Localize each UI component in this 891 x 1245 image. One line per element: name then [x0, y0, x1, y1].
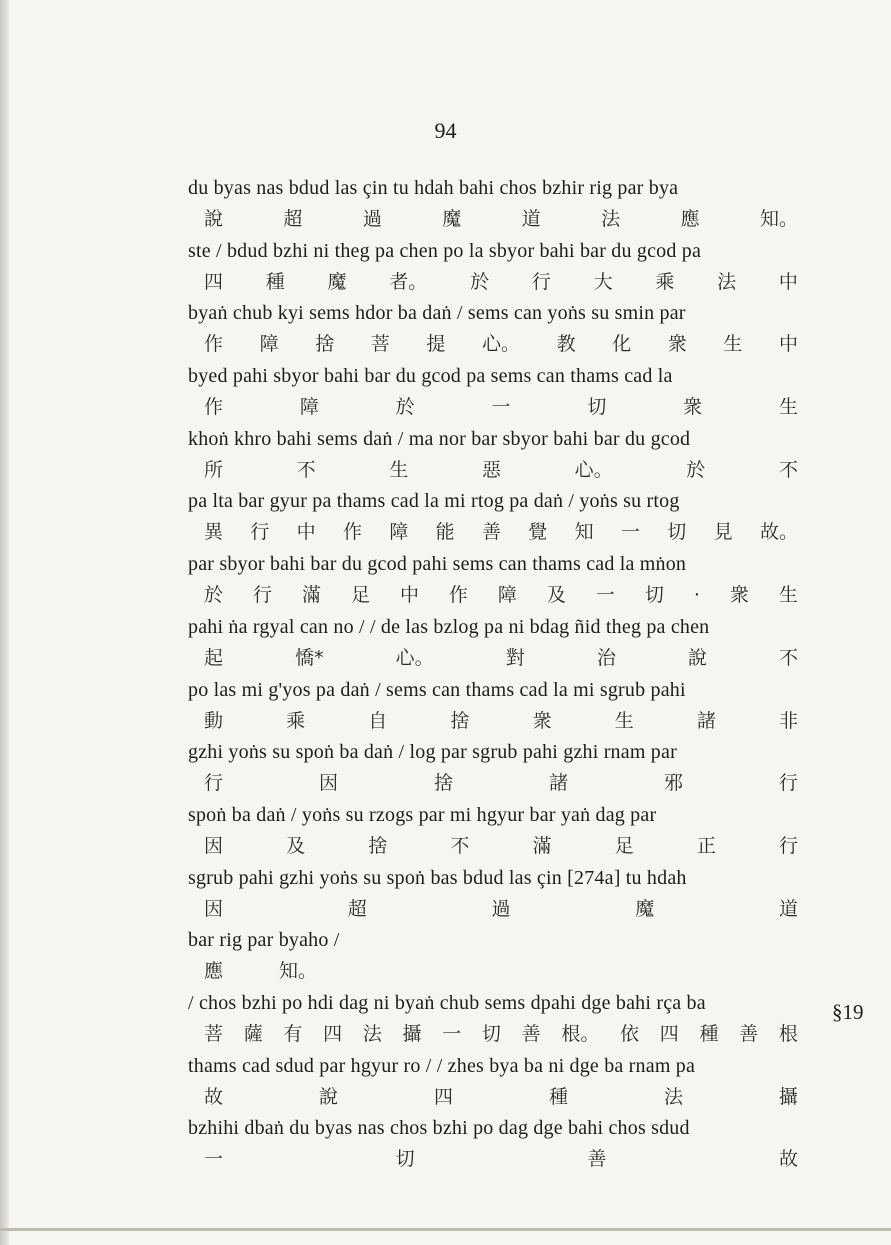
chinese-character: 中: [399, 584, 419, 607]
line-pair: [188, 423, 826, 486]
chinese-character: 諸: [548, 772, 568, 795]
chinese-character: 自: [368, 709, 388, 732]
chinese-character: 種: [699, 1022, 719, 1045]
chinese-character: 中: [778, 333, 798, 356]
chinese-character: 滿: [532, 834, 552, 857]
line-pair: [188, 548, 826, 611]
chinese-character: 衆: [729, 584, 749, 607]
chinese-character: 一: [595, 584, 615, 607]
line-pair: [188, 862, 826, 925]
chinese-character: 種: [548, 1085, 568, 1108]
line-pair: [188, 799, 826, 862]
chinese-character: 作: [342, 521, 362, 544]
chinese-character: 故。: [759, 521, 798, 544]
chinese-character: 對: [505, 646, 525, 669]
chinese-character: 不: [450, 834, 470, 857]
chinese-character: 過: [362, 208, 382, 230]
tibetan-transliteration-line: par sbyor bahi bar du gcod pahi sems can thams cad la mṅon: [188, 553, 687, 576]
chinese-character: 過: [491, 897, 511, 920]
chinese-character: 四: [659, 1022, 679, 1045]
chinese-character: 捨: [433, 772, 453, 795]
chinese-character: 惡: [481, 458, 501, 481]
tibetan-transliteration-line: bar rig par byaho /: [188, 929, 340, 952]
chinese-character: 知。: [279, 960, 318, 983]
chinese-character: 四: [433, 1085, 453, 1108]
chinese-character: 四: [323, 1022, 343, 1045]
chinese-character: 作: [204, 396, 224, 419]
chinese-gloss-line: [188, 768, 826, 798]
chinese-character: 心。: [574, 458, 613, 481]
tibetan-transliteration-line: bzhihi dbaṅ du byas nas chos bzhi po dag dge bahi chos sdud: [188, 1117, 690, 1140]
tibetan-transliteration-line: ste / bdud bzhi ni theg pa chen po la sbyor bahi bar du gcod pa: [188, 239, 702, 262]
chinese-character: 菩: [370, 333, 390, 356]
page-binding-edge: [0, 0, 9, 1245]
chinese-character: 足: [614, 834, 634, 857]
chinese-character: 於: [686, 458, 706, 481]
chinese-character: 說: [687, 646, 707, 669]
chinese-character: 法: [601, 208, 621, 230]
tibetan-transliteration-line: spoṅ ba daṅ / yoṅs su rzogs par mi hgyur bar yaṅ dag par: [188, 803, 657, 826]
chinese-character: 善: [587, 1148, 607, 1171]
chinese-character: 種: [265, 270, 285, 293]
chinese-character: 故: [778, 1148, 798, 1171]
chinese-character: 於: [204, 584, 224, 607]
chinese-character: 者。: [389, 270, 428, 293]
chinese-character: 乘: [286, 709, 306, 732]
chinese-character: 捨: [450, 709, 470, 732]
chinese-character: 提: [426, 333, 446, 356]
chinese-character: 法: [717, 270, 737, 293]
tibetan-transliteration-line: sgrub pahi gzhi yoṅs su spoṅ bas bdud las çin [274a] tu hdah: [188, 866, 687, 889]
chinese-character: 正: [696, 834, 716, 857]
chinese-character: 根。: [561, 1022, 600, 1045]
chinese-character: 捨: [315, 333, 335, 356]
line-pair: [188, 1112, 826, 1175]
chinese-gloss-line: [188, 706, 826, 736]
chinese-character: 一: [491, 396, 511, 419]
line-pair: [188, 1050, 826, 1113]
chinese-character: 行: [204, 772, 224, 795]
chinese-character: 見: [713, 521, 733, 544]
chinese-character: 應: [680, 208, 700, 230]
chinese-character: 行: [252, 584, 272, 607]
chinese-character: 生: [723, 333, 743, 356]
chinese-gloss-line: [188, 517, 826, 547]
line-pair: [188, 235, 826, 298]
chinese-character: 不: [778, 646, 798, 669]
chinese-character: 憍*: [295, 646, 324, 669]
tibetan-transliteration-line: byaṅ chub kyi sems hdor ba daṅ / sems can yoṅs su smin par: [188, 302, 686, 325]
chinese-character: 依: [620, 1022, 640, 1045]
chinese-character: 障: [389, 521, 409, 544]
tibetan-transliteration-line: khoṅ khro bahi sems daṅ / ma nor bar sbyor bahi bar du gcod: [188, 427, 691, 450]
chinese-character: 動: [204, 709, 224, 732]
chinese-character: 諸: [696, 709, 716, 732]
chinese-character: 四: [204, 270, 224, 293]
chinese-character: 根: [778, 1022, 798, 1045]
chinese-character: 作: [448, 584, 468, 607]
chinese-character: 切: [644, 584, 664, 607]
chinese-character: 說: [204, 208, 224, 230]
chinese-character: 生: [778, 584, 798, 607]
chinese-character: 行: [531, 270, 551, 293]
bottom-rule: [0, 1228, 891, 1231]
chinese-character: 教: [556, 333, 576, 356]
chinese-character: 因: [318, 772, 338, 795]
chinese-character: 生: [778, 396, 798, 419]
chinese-character: 攝: [402, 1022, 422, 1045]
chinese-gloss-line: [188, 1082, 826, 1112]
chinese-character: 滿: [301, 584, 321, 607]
chinese-character: 切: [395, 1148, 415, 1171]
chinese-gloss-line: [188, 1019, 826, 1049]
chinese-character: 說: [318, 1085, 338, 1108]
chinese-character: 治: [596, 646, 616, 669]
chinese-character: 切: [481, 1022, 501, 1045]
chinese-character: 障: [299, 396, 319, 419]
chinese-character: 衆: [683, 396, 703, 419]
line-pair: [188, 611, 826, 674]
chinese-character: 足: [350, 584, 370, 607]
chinese-character: 捨: [368, 834, 388, 857]
tibetan-transliteration-line: pahi ṅa rgyal can no / / de las bzlog pa ni bdag ñid theg pa chen: [188, 615, 710, 638]
chinese-character: 法: [362, 1022, 382, 1045]
chinese-character: 行: [778, 834, 798, 857]
chinese-character: 衆: [532, 709, 552, 732]
chinese-gloss-line: [188, 329, 826, 359]
interlinear-text: [188, 172, 826, 1175]
chinese-character: 菩: [204, 1022, 224, 1045]
chinese-character: 道: [778, 897, 798, 920]
chinese-gloss-line: [188, 1144, 826, 1174]
tibetan-transliteration-line: pa lta bar gyur pa thams cad la mi rtog pa daṅ / yoṅs su rtog: [188, 490, 680, 513]
line-pair: [188, 485, 826, 548]
chinese-character: 於: [395, 396, 415, 419]
line-pair: [188, 736, 826, 799]
chinese-character: 一: [442, 1022, 462, 1045]
chinese-character: 及: [546, 584, 566, 607]
chinese-character: 心。: [395, 646, 434, 669]
chinese-character: 一: [204, 1148, 224, 1171]
chinese-character: 一: [620, 521, 640, 544]
tibetan-transliteration-line: / chos bzhi po hdi dag ni byaṅ chub sems dpahi dge bahi rça ba: [188, 991, 706, 1014]
tibetan-transliteration-line: gzhi yoṅs su spoṅ ba daṅ / log par sgrub pahi gzhi rnam par: [188, 741, 677, 764]
chinese-character: 障: [497, 584, 517, 607]
chinese-gloss-line: [188, 267, 826, 297]
chinese-gloss-line: [188, 894, 826, 924]
chinese-character: 所: [204, 458, 224, 481]
chinese-character: 邪: [663, 772, 683, 795]
chinese-gloss-line: [188, 455, 826, 485]
chinese-character: 善: [739, 1022, 759, 1045]
chinese-character: 行: [250, 521, 270, 544]
chinese-character: 知: [574, 521, 594, 544]
chinese-gloss-line: [188, 204, 826, 234]
chinese-gloss-line: [188, 580, 826, 610]
chinese-character: 魔: [442, 208, 462, 230]
chinese-character: 化: [612, 333, 632, 356]
chinese-character: 中: [296, 521, 316, 544]
chinese-character: 因: [204, 834, 224, 857]
chinese-character: 及: [286, 834, 306, 857]
page-number: 94: [434, 118, 457, 143]
tibetan-transliteration-line: thams cad sdud par hgyur ro / / zhes bya ba ni dge ba rnam pa: [188, 1054, 696, 1077]
chinese-character: 能: [435, 521, 455, 544]
chinese-character: 於: [470, 270, 490, 293]
line-pair: [188, 297, 826, 360]
chinese-character: 超: [347, 897, 367, 920]
chinese-character: 乘: [655, 270, 675, 293]
tibetan-transliteration-line: byed pahi sbyor bahi bar du gcod pa sems can thams cad la: [188, 365, 673, 388]
chinese-character: 薩: [243, 1022, 263, 1045]
chinese-character: 魔: [635, 897, 655, 920]
chinese-gloss-line: [188, 392, 826, 422]
line-pair: [188, 674, 826, 737]
chinese-character: 因: [204, 897, 224, 920]
chinese-character: 故: [204, 1085, 224, 1108]
chinese-character: 超: [283, 208, 303, 230]
chinese-character: 生: [614, 709, 634, 732]
tibetan-transliteration-line: du byas nas bdud las çin tu hdah bahi chos bzhir rig par bya: [188, 177, 679, 199]
chinese-character: 魔: [327, 270, 347, 293]
chinese-character: 不: [778, 458, 798, 481]
line-pair: [188, 987, 826, 1050]
chinese-character: 行: [778, 772, 798, 795]
chinese-gloss-line: [188, 643, 826, 673]
chinese-character: ·: [693, 584, 700, 607]
chinese-character: 法: [663, 1085, 683, 1108]
chinese-character: 障: [259, 333, 279, 356]
chinese-character: 生: [389, 458, 409, 481]
chinese-character: 心。: [481, 333, 520, 356]
chinese-gloss-line: [188, 956, 826, 986]
section-mark: §19: [832, 1000, 864, 1024]
line-pair: [188, 924, 826, 987]
chinese-character: 善: [481, 521, 501, 544]
line-pair: [188, 360, 826, 423]
chinese-character: 非: [778, 709, 798, 732]
chinese-character: 覺: [528, 521, 548, 544]
chinese-character: 大: [593, 270, 613, 293]
chinese-character: 道: [521, 208, 541, 230]
chinese-character: 知。: [759, 208, 798, 230]
chinese-character: 作: [204, 333, 224, 356]
chinese-character: 不: [296, 458, 316, 481]
chinese-character: 起: [204, 646, 224, 669]
chinese-character: 有: [283, 1022, 303, 1045]
chinese-character: 異: [204, 521, 224, 544]
chinese-gloss-line: [188, 831, 826, 861]
chinese-character: 攝: [778, 1085, 798, 1108]
chinese-character: 切: [587, 396, 607, 419]
chinese-character: 中: [778, 270, 798, 293]
chinese-character: 善: [521, 1022, 541, 1045]
line-pair: [188, 172, 826, 235]
chinese-character: 衆: [667, 333, 687, 356]
chinese-character: 切: [667, 521, 687, 544]
chinese-character: 應: [204, 960, 224, 983]
tibetan-transliteration-line: po las mi g'yos pa daṅ / sems can thams cad la mi sgrub pahi: [188, 678, 686, 701]
